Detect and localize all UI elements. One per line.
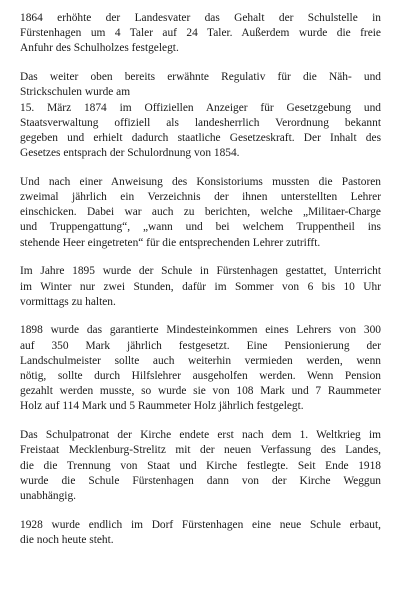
text-line: Anfuhr des Schulholzes festgelegt. bbox=[20, 42, 179, 55]
paragraph-7 bbox=[20, 518, 381, 548]
text-line: Staatsverwaltung offiziell als landesherrlich Verordnung bekannt bbox=[20, 116, 381, 129]
text-line: Holz auf 114 Mark und 5 Raummeter Holz jährlich festgelegt. bbox=[20, 400, 304, 413]
text-line: einschicken. Dabei war auch zu berichten, welche „Militaer-Charge bbox=[20, 206, 381, 219]
text-line: Strickschulen wurde am bbox=[20, 86, 131, 99]
text-line: Das Schulpatronat der Kirche endete erst nach dem 1. Weltkrieg im bbox=[20, 429, 381, 442]
text-line: Fürstenhagen um 4 Taler auf 24 Taler. Außerdem wurde die freie bbox=[20, 27, 381, 40]
text-line: wurde die Schule Fürstenhagen dann von der Kirche Weggun bbox=[20, 474, 381, 487]
text-line: stehende Heer eingetreten“ für die entsprechenden Lehrer zutrifft. bbox=[20, 236, 321, 249]
text-line: 1864 erhöhte der Landesvater das Gehalt der Schulstelle in bbox=[20, 12, 381, 24]
paragraph-1 bbox=[20, 11, 381, 57]
paragraph-4 bbox=[20, 264, 381, 310]
text-line: die die Trennung von Staat und Kirche festlegte. Seit Ende 1918 bbox=[20, 459, 381, 472]
text-line: zweimal jährlich ein Verzeichnis der ihnen unterstellten Lehrer bbox=[20, 191, 381, 204]
text-line: gegeben und erhielt dadurch staatliche Gesetzeskraft. Der Inhalt des bbox=[20, 131, 381, 144]
text-line: Gesetzes entsprach der Schulordnung von 1854. bbox=[20, 147, 240, 160]
text-line: im Winter nur zwei Stunden, dafür im Sommer von 6 bis 10 Uhr bbox=[20, 280, 381, 293]
text-line: unabhängig. bbox=[20, 489, 76, 502]
text-line: die noch heute steht. bbox=[20, 533, 114, 546]
paragraph-2 bbox=[20, 70, 381, 161]
text-line: und Truppengattung“, „wann und bei welchem Truppentheil ins bbox=[20, 221, 381, 234]
text-column bbox=[20, 11, 381, 562]
text-line: Im Jahre 1895 wurde der Schule in Fürstenhagen gestattet, Unterricht bbox=[20, 265, 381, 278]
paragraph-3 bbox=[20, 175, 381, 251]
text-line: nötig, sollte durch Hilfslehrer ausgeholfen werden. Wenn Pension bbox=[20, 370, 381, 383]
text-line: auf 350 Mark jährlich festgesetzt. Eine Pensionierung der bbox=[20, 339, 381, 352]
text-line: Landschulmeister sollte auch weiterhin vermieden werden, wenn bbox=[20, 354, 381, 367]
paragraph-6 bbox=[20, 428, 381, 504]
text-line: 1928 wurde endlich im Dorf Fürstenhagen eine neue Schule erbaut, bbox=[20, 518, 381, 531]
text-line: vormittags zu halten. bbox=[20, 295, 116, 308]
text-line: 15. März 1874 im Offiziellen Anzeiger für Gesetzgebung und bbox=[20, 101, 381, 114]
text-line: gezahlt werden musste, so wurde sie von 108 Mark und 7 Raummeter bbox=[20, 385, 381, 398]
paragraph-5 bbox=[20, 323, 381, 414]
text-line: 1898 wurde das garantierte Mindesteinkommen eines Lehrers von 300 bbox=[20, 324, 381, 337]
text-line: Und nach einer Anweisung des Konsistoriums mussten die Pastoren bbox=[20, 175, 381, 188]
text-line: Das weiter oben bereits erwähnte Regulativ für die Näh- und bbox=[20, 71, 381, 84]
text-line: Freistaat Mecklenburg-Strelitz mit der neuen Verfassung des Landes, bbox=[20, 444, 381, 457]
